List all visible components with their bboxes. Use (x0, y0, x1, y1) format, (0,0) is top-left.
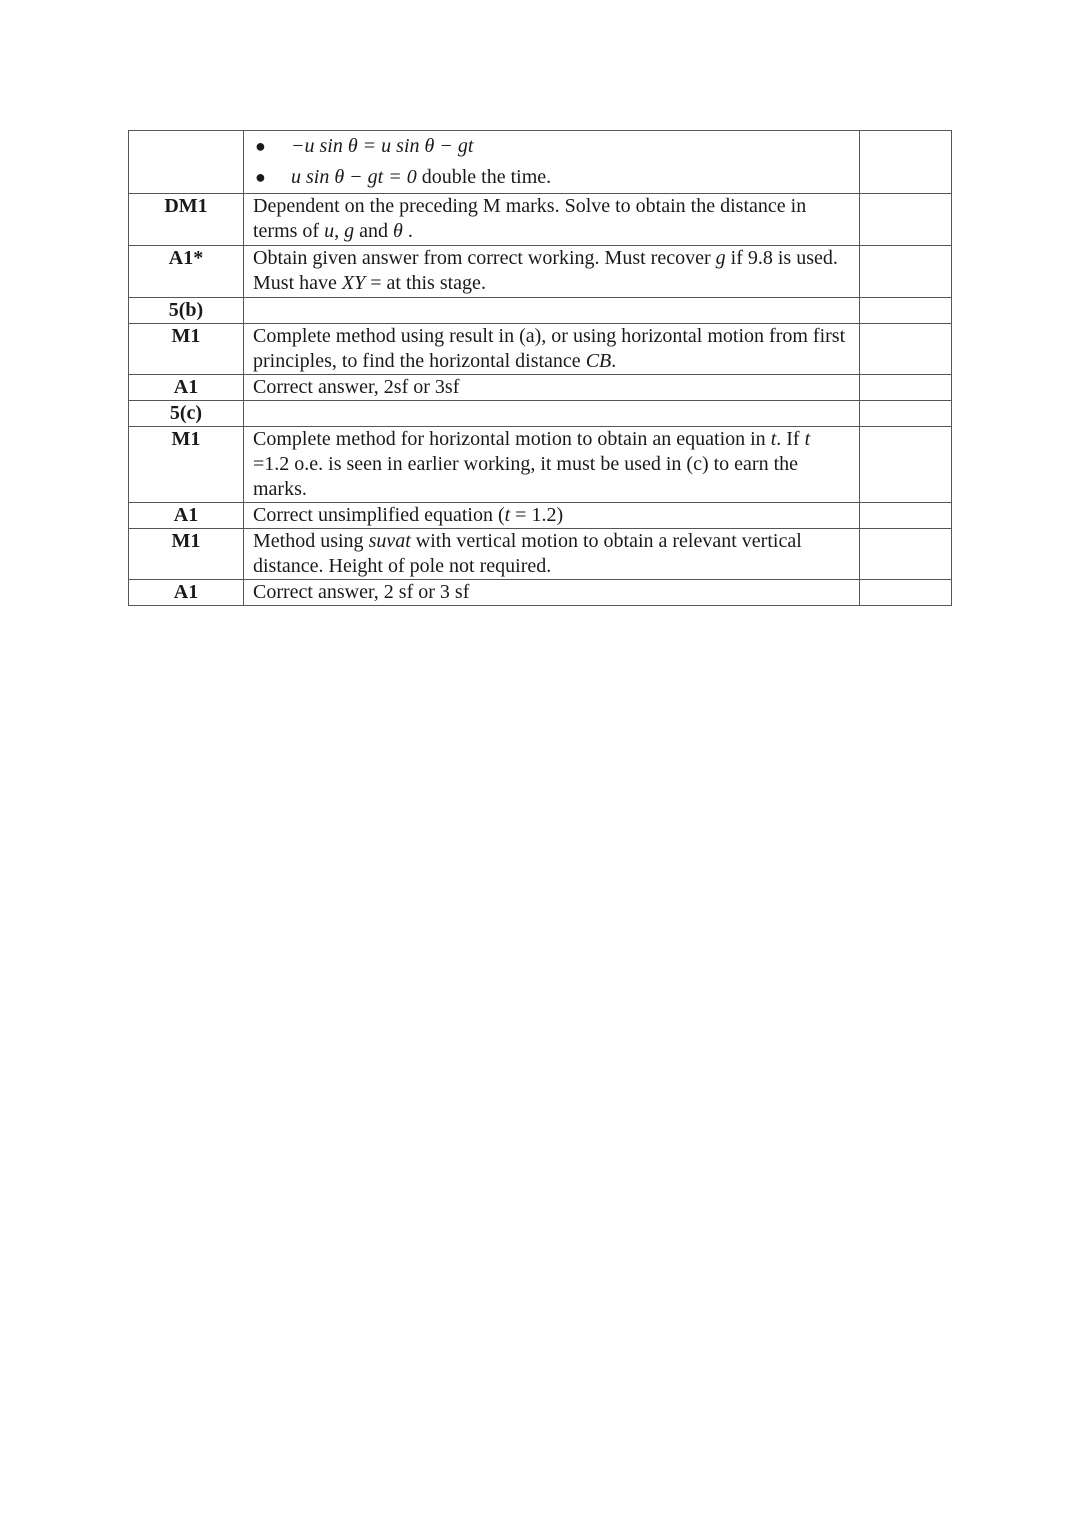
bullet-text: double the time. (416, 166, 552, 188)
guidance-cell: Obtain given answer from correct working. Must recover g if 9.8 is used. Must have XY = at this stage. (244, 246, 860, 298)
extra-cell (860, 503, 952, 529)
guidance-cell: Correct unsimplified equation (t = 1.2) (244, 503, 860, 529)
mark-cell: A1* (129, 246, 244, 298)
mark-cell: A1 (129, 375, 244, 401)
extra-cell (860, 131, 952, 194)
guidance-cell (244, 401, 860, 427)
mark-cell: A1 (129, 580, 244, 606)
mark-cell: A1 (129, 503, 244, 529)
bullet-item (253, 131, 850, 162)
extra-cell (860, 580, 952, 606)
table-row (129, 503, 952, 529)
guidance-cell: Correct answer, 2 sf or 3 sf (244, 580, 860, 606)
table-row (129, 529, 952, 580)
table-row (129, 427, 952, 503)
guidance-cell: Complete method using result in (a), or using horizontal motion from first principles, to find the horizontal distance CB. (244, 324, 860, 375)
extra-cell (860, 194, 952, 246)
bullet-equation: −u sin θ = u sin θ − gt (291, 135, 474, 157)
table-row (129, 298, 952, 324)
bullet-icon: ● (255, 136, 266, 156)
mark-cell: M1 (129, 324, 244, 375)
extra-cell (860, 427, 952, 503)
table-row (129, 131, 952, 194)
guidance-cell: Correct answer, 2sf or 3sf (244, 375, 860, 401)
table-row (129, 375, 952, 401)
guidance-cell (244, 131, 860, 194)
mark-scheme-table (128, 130, 952, 606)
table-row (129, 580, 952, 606)
guidance-cell: Complete method for horizontal motion to obtain an equation in t. If t =1.2 o.e. is seen in earlier working, it must be used in (c) to earn the marks. (244, 427, 860, 503)
table-row (129, 194, 952, 246)
extra-cell (860, 246, 952, 298)
extra-cell (860, 401, 952, 427)
table-row (129, 324, 952, 375)
guidance-cell: Dependent on the preceding M marks. Solve to obtain the distance in terms of u, g and θ . (244, 194, 860, 246)
mark-cell (129, 131, 244, 194)
bullet-icon: ● (255, 167, 266, 187)
mark-cell: M1 (129, 529, 244, 580)
table-row (129, 401, 952, 427)
table-row (129, 246, 952, 298)
bullet-item (253, 162, 850, 193)
mark-cell: DM1 (129, 194, 244, 246)
guidance-cell (244, 298, 860, 324)
question-label-cell: 5(c) (129, 401, 244, 427)
extra-cell (860, 324, 952, 375)
extra-cell (860, 298, 952, 324)
bullet-equation: u sin θ − gt = 0 (291, 166, 417, 188)
guidance-cell: Method using suvat with vertical motion to obtain a relevant vertical distance. Height of pole not required. (244, 529, 860, 580)
question-label-cell: 5(b) (129, 298, 244, 324)
extra-cell (860, 375, 952, 401)
mark-cell: M1 (129, 427, 244, 503)
extra-cell (860, 529, 952, 580)
